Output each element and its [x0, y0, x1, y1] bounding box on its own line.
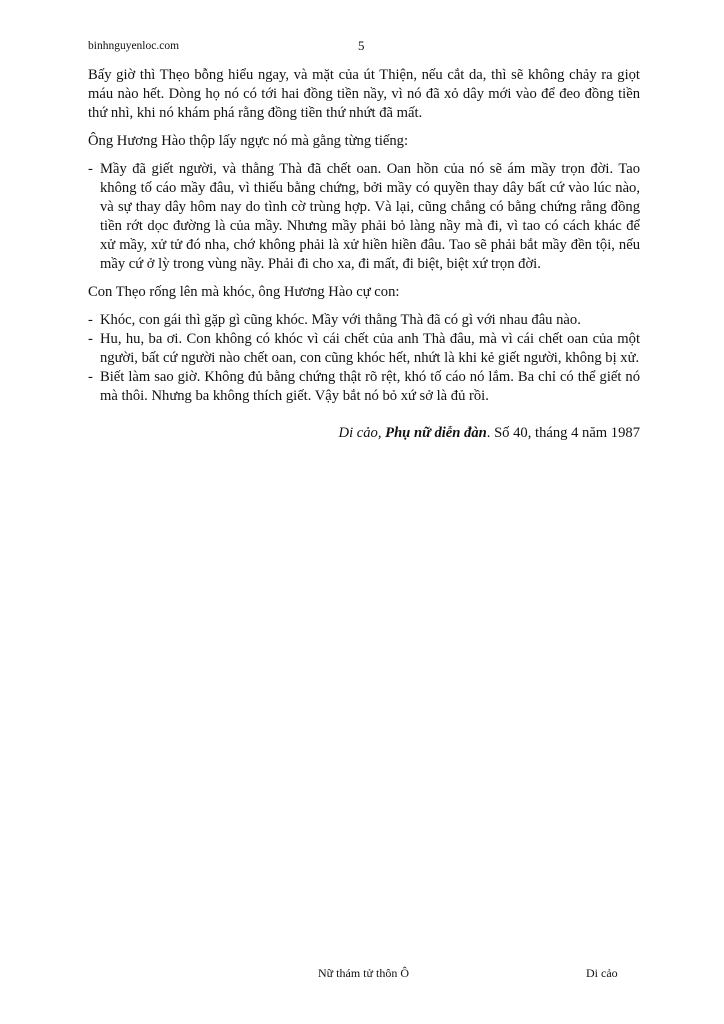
dash-marker: -	[88, 369, 93, 385]
paragraph: Bấy giờ thì Thẹo bỗng hiểu ngay, và mặt của út Thiện, nếu cắt da, thì sẽ không chảy ra giọt máu nào hết. Dòng họ nó có tới hai đồng tiền nầy, vì nó đã xỏ dây mới vào để đeo đồng tiền thứ nhì, khi nó khám phá rằng đồng tiền thứ nhứt đã mất.	[88, 67, 640, 121]
dialogue-text: Mầy đã giết người, và thằng Thà đã chết oan. Oan hồn của nó sẽ ám mầy trọn đời. Tao không tố cáo mầy đâu, vì thiếu bằng chứng, bởi mầy có quyền thay dây bất cứ vào lúc nào, và sự thay dây hôm nay do tình cờ trùng hợp. Và lại, cũng chẳng có bằng chứng rằng đồng tiền rớt dọc đường là của mầy. Nhưng mầy phải bỏ làng nầy mà đi, vì tao có cách khác để xử mầy, xử tử đó nha, chớ không phải là xử hiền hiền đâu. Tao sẽ phải bắt mầy đền tội, nếu mầy cứ ở lỳ trong vùng nầy. Phải đi cho xa, đi mất, đi biệt, biệt xứ trọn đời.	[100, 161, 640, 272]
page-number: 5	[358, 38, 365, 53]
source-signature	[88, 424, 640, 443]
dash-marker: -	[88, 161, 93, 177]
dialogue-line	[88, 330, 640, 368]
signature-label: Di cảo,	[338, 425, 386, 441]
signature-issue: . Số 40, tháng 4 năm 1987	[486, 425, 640, 441]
document-body	[88, 66, 640, 443]
site-url: binhnguyenloc.com	[88, 40, 180, 52]
dash-marker: -	[88, 331, 93, 347]
dialogue-line	[88, 311, 640, 330]
paragraph: Con Thẹo rống lên mà khóc, ông Hương Hào cự con:	[88, 284, 400, 300]
footer-section: Di cảo	[586, 966, 618, 980]
dialogue-line	[88, 160, 640, 274]
dialogue-group	[88, 160, 640, 274]
signature-publication: Phụ nữ diễn đàn	[385, 425, 487, 441]
dialogue-text: Khóc, con gái thì gặp gì cũng khóc. Mầy với thằng Thà đã có gì với nhau đâu nào.	[100, 312, 581, 328]
footer-title: Nữ thám tử thôn Ô	[318, 966, 410, 980]
dialogue-line	[88, 368, 640, 406]
dialogue-text: Biết làm sao giờ. Không đủ bằng chứng thật rõ rệt, khó tố cáo nó lắm. Ba chỉ có thể giết nó mà thôi. Nhưng ba không thích giết. Vậy bắt nó bỏ xứ sở là đủ rồi.	[100, 369, 640, 404]
paragraph: Ông Hương Hào thộp lấy ngực nó mà gằng từng tiếng:	[88, 133, 409, 149]
dialogue-text: Hu, hu, ba ơi. Con không có khóc vì cái chết của anh Thà đâu, mà vì cái chết oan của một người, bất cứ người nào chết oan, con cũng khóc hết, nhứt là khi kẻ giết người, không bị xử.	[100, 331, 640, 366]
dialogue-group	[88, 311, 640, 406]
dash-marker: -	[88, 312, 93, 328]
